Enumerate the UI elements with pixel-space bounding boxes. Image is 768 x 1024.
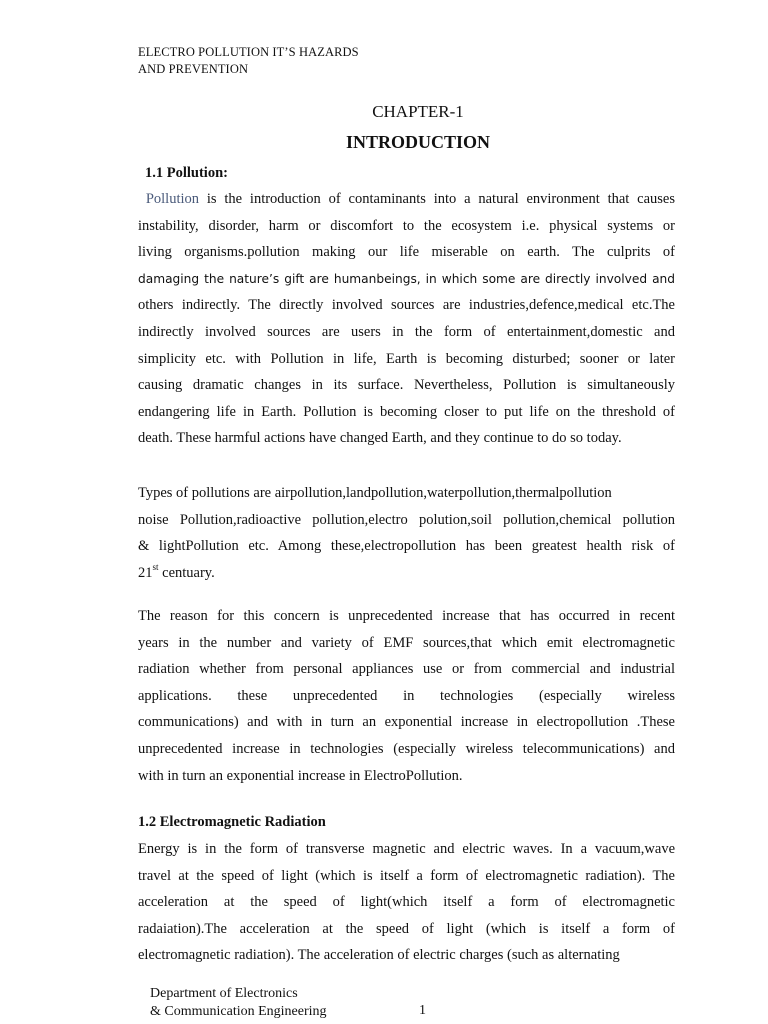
page-number: 1 — [419, 1003, 426, 1018]
paragraph-line: years in the number and variety of EMF sources,that which emit electromagnetic — [138, 634, 675, 651]
paragraph-line: Energy is in the form of transverse magnetic and electric waves. In a vacuum,wave — [138, 841, 675, 857]
paragraph-line: Pollution is the introduction of contaminants into a natural environment that causes — [145, 191, 676, 207]
pollution-link-word[interactable]: Pollution — [145, 191, 200, 207]
paragraph-line: with in turn an exponential increase in ElectroPollution. — [138, 767, 463, 784]
paragraph-line: The reason for this concern is unprecedented increase that has occurred in recent — [138, 608, 675, 624]
paragraph-types-of-pollution — [138, 480, 675, 586]
superscript-st: st — [152, 561, 159, 572]
footer-department-line-2: & Communication Engineering — [150, 1004, 327, 1019]
paragraph-line: radiation whether from personal appliances use or from commercial and industrial — [138, 661, 675, 678]
paragraph-line: acceleration at the speed of light(which itself a form of electromagnetic — [138, 894, 675, 911]
page-footer — [150, 985, 327, 1021]
paragraph-line: & lightPollution etc. Among these,electropollution has been greatest health risk of — [138, 538, 675, 555]
paragraph-line: instability, disorder, harm or discomfort to the ecosystem i.e. physical systems or — [138, 217, 675, 234]
running-header-line-1: ELECTRO POLLUTION IT’S HAZARDS — [138, 45, 359, 59]
paragraph-line: Types of pollutions are airpollution,landpollution,waterpollution,thermalpollution — [138, 485, 612, 501]
paragraph-line: unprecedented increase in technologies (especially wireless telecommunications) and — [138, 740, 675, 757]
paragraph-line: indirectly involved sources are users in the form of entertainment,domestic and — [138, 323, 675, 340]
paragraph-pollution — [138, 186, 675, 452]
paragraph-line: noise Pollution,radioactive pollution,electro polution,soil pollution,chemical pollution — [138, 511, 675, 528]
paragraph-line: others indirectly. The directly involved sources are industries,defence,medical etc.The — [138, 297, 675, 314]
paragraph-line: radaiation).The acceleration at the speed of light (which is itself a form of — [138, 920, 675, 937]
paragraph-line: electromagnetic radiation). The acceleration of electric charges (such as alternating — [138, 947, 620, 964]
paragraph-line: damaging the nature’s gift are humanbeings, in which some are directly involved and — [138, 271, 675, 286]
paragraph-line: endangering life in Earth. Pollution is becoming closer to put life on the threshold of — [138, 403, 675, 420]
chapter-title: INTRODUCTION — [345, 132, 491, 152]
chapter-label: CHAPTER-1 — [372, 102, 464, 121]
paragraph-line: simplicity etc. with Pollution in life, Earth is becoming disturbed; sooner or later — [138, 350, 675, 367]
paragraph-line: travel at the speed of light (which is itself a form of electromagnetic radiation). The — [138, 867, 675, 884]
paragraph-line: death. These harmful actions have changed Earth, and they continue to do so today. — [138, 430, 622, 447]
running-header-line-2: AND PREVENTION — [138, 62, 249, 76]
paragraph-electromagnetic-radiation — [138, 836, 675, 969]
paragraph-reason-for-concern — [138, 603, 675, 789]
paragraph-line: living organisms.pollution making our life miserable on earth. The culprits of — [138, 244, 675, 261]
paragraph-line: applications. these unprecedented in technologies (especially wireless — [138, 687, 675, 704]
paragraph-line: communications) and with in turn an exponential increase in electropollution .These — [138, 714, 675, 731]
section-heading-pollution: 1.1 Pollution: — [145, 165, 228, 181]
paragraph-line: 21st centuary. — [138, 561, 215, 581]
paragraph-line: causing dramatic changes in its surface. Nevertheless, Pollution is simultaneously — [138, 377, 675, 394]
section-heading-electromagnetic-radiation: 1.2 Electromagnetic Radiation — [138, 814, 326, 830]
running-header — [138, 44, 359, 78]
footer-department-line-1: Department of Electronics — [150, 986, 298, 1001]
